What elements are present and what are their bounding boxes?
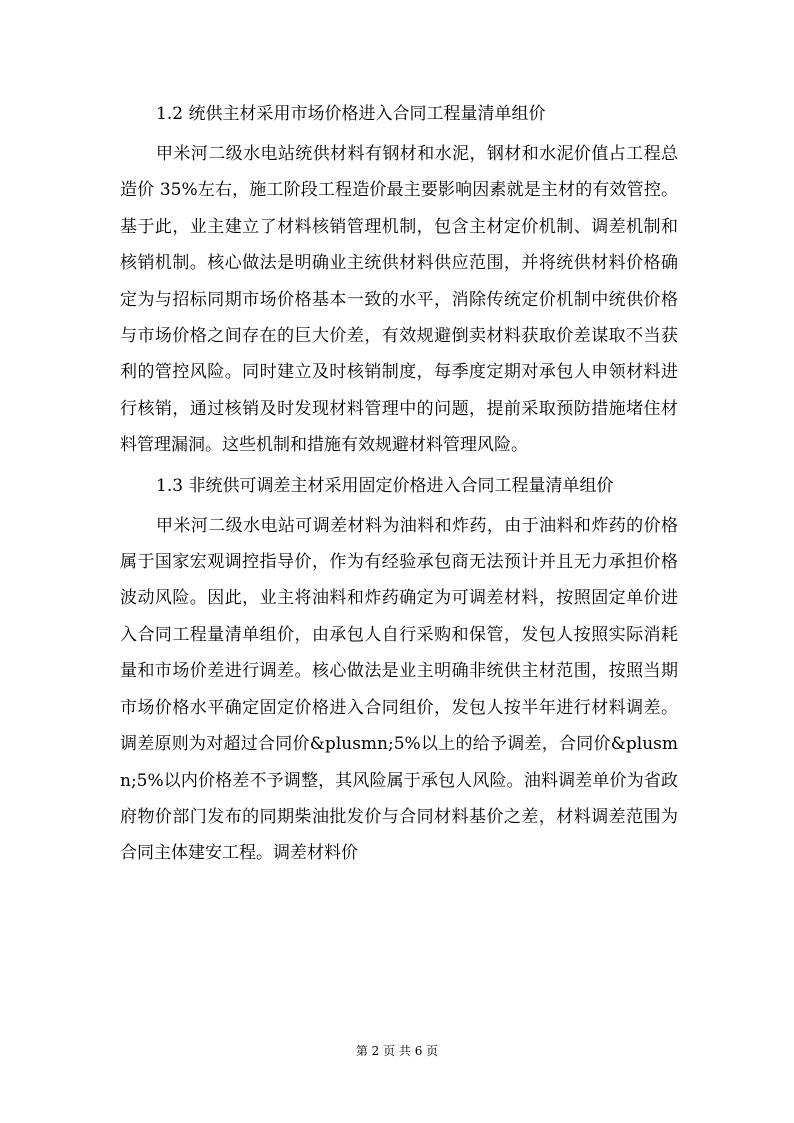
page-number-footer: 第 2 页 共 6 页 bbox=[355, 1044, 439, 1058]
section-heading-1-2: 1.2 统供主材采用市场价格进入合同工程量清单组价 bbox=[156, 104, 546, 124]
section-paragraph-1-2: 甲米河二级水电站统供材料有钢材和水泥，钢材和水泥价值占工程总造价 35%左右，施工阶段工程造价最主要影响因素就是主材的有效管控。基于此，业主建立了材料核销管理机制，包含主材定价机制、调差机制和核销机制。核心做法是明确业主统供材料供应范围，并将统供材料价格确定为与招标同期市场价格基本一致的水平，消除传统定价机制中统供价格与市场价格之间存在的巨大价差，有效规避倒卖材料获取价差谋取不当获利的管控风险。同时建立及时核销制度，每季度定期对承包人申领材料进行核销，通过核销及时发现材料管理中的问题，提前采取预防措施堵住材料管理漏洞。这些机制和措施有效规避材料管理风险。 bbox=[120, 144, 678, 456]
page-content bbox=[120, 92, 678, 872]
section-paragraph-1-3: 甲米河二级水电站可调差材料为油料和炸药，由于油料和炸药的价格属于国家宏观调控指导价，作为有经验承包商无法预计并且无力承担价格波动风险。因此，业主将油料和炸药确定为可调差材料，按照固定单价进入合同工程量清单组价，由承包人自行采购和保管，发包人按照实际消耗量和市场价差进行调差。核心做法是业主明确非统供主材范围，按照当期市场价格水平确定固定价格进入合同组价，发包人按半年进行材料调差。调差原则为对超过合同价&plusmn;5%以上的给予调差，合同价&plusmn;5%以内价格差不予调整，其风险属于承包人风险。油料调差单价为省政府物价部门发布的同期柴油批发价与合同材料基价之差，材料调差范围为合同主体建安工程。调差材料价 bbox=[120, 515, 678, 864]
section-heading-1-3: 1.3 非统供可调差主材采用固定价格进入合同工程量清单组价 bbox=[156, 475, 614, 496]
